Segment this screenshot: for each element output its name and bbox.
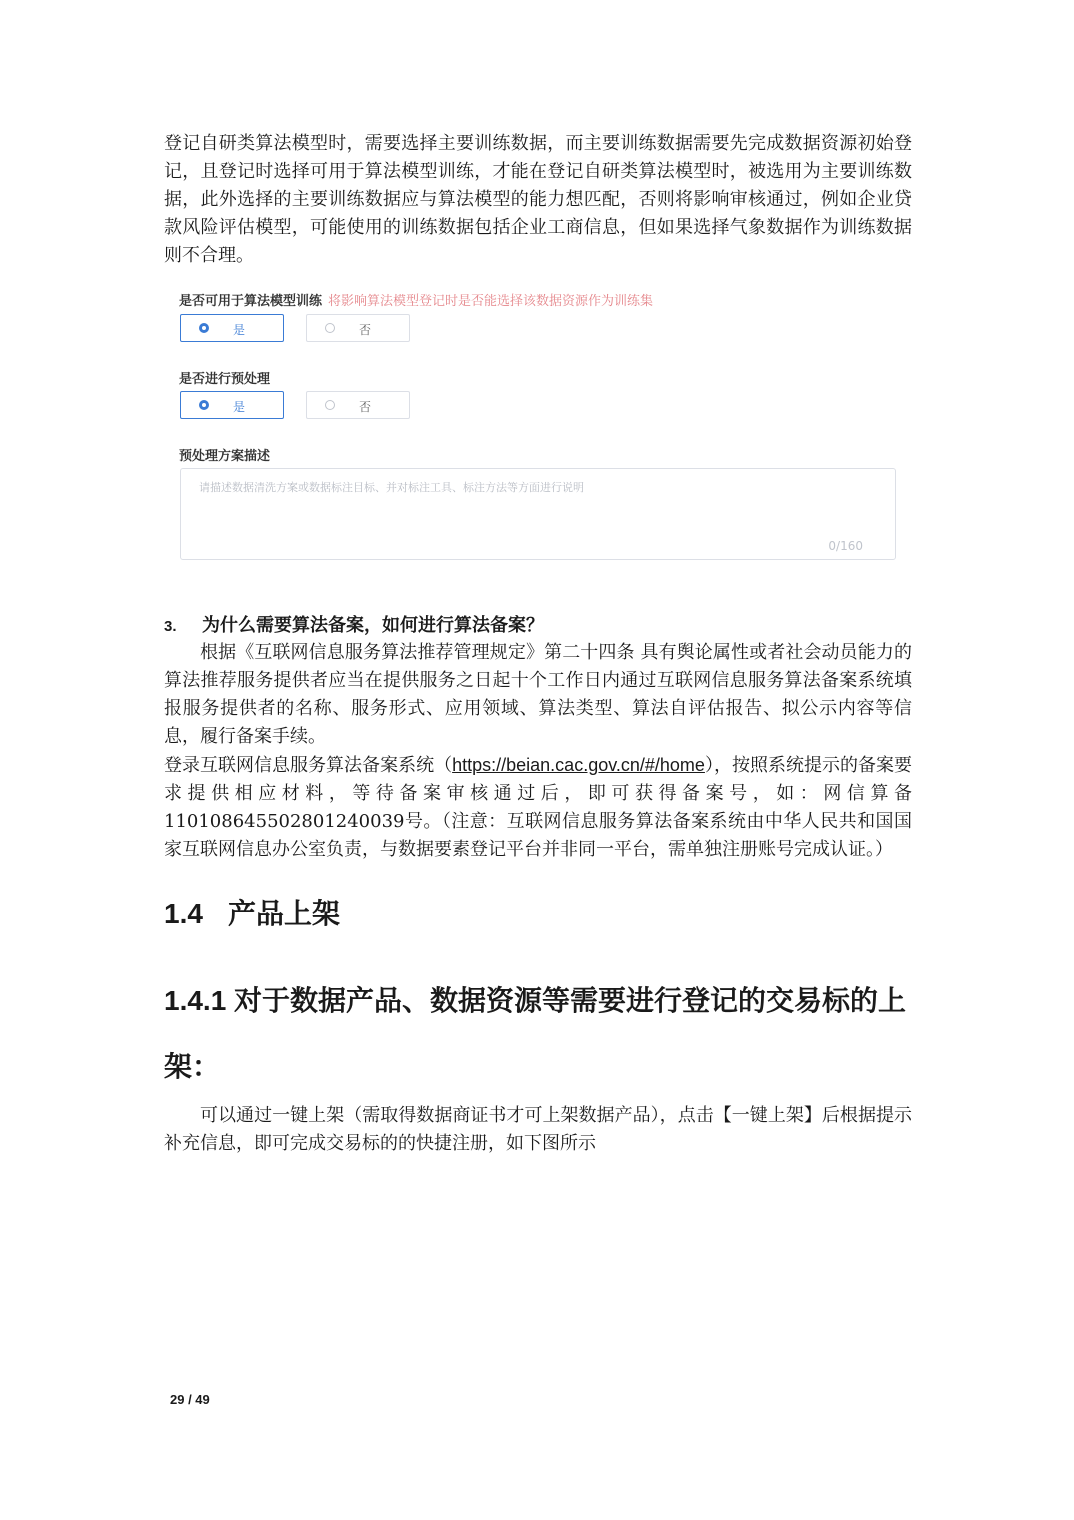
filing-system-paragraph xyxy=(164,751,912,864)
training-no-radio[interactable] xyxy=(306,314,410,342)
heading-1-4-1: 1.4.1 对于数据产品、数据资源等需要进行登记的交易标的上架： xyxy=(164,985,907,1082)
page-number: 29 / 49 xyxy=(170,1392,210,1407)
intro-paragraph: 登记自研类算法模型时，需要选择主要训练数据，而主要训练数据需要先完成数据资源初始登记，且登记时选择可用于算法模型训练，才能在登记自研类算法模型时，被选用为主要训练数据，此外选择的主要训练数据应与算法模型的能力想匹配，否则将影响审核通过，例如企业贷款风险评估模型，可能使用的训练数据包括企业工商信息，但如果选择气象数据作为训练数据则不合理。 xyxy=(164,133,912,266)
plan-textarea[interactable] xyxy=(180,468,896,560)
radio-unchecked-icon xyxy=(325,400,335,410)
training-hint: 将影响算法模型登记时是否能选择该数据资源作为训练集 xyxy=(328,294,654,309)
radio-unchecked-icon xyxy=(325,323,335,333)
training-field-label xyxy=(179,290,653,309)
radio-label: 否 xyxy=(359,400,372,414)
preprocess-field-label: 是否进行预处理 xyxy=(179,372,271,387)
plan-field-label: 预处理方案描述 xyxy=(179,449,271,464)
heading-title: 产品上架 xyxy=(228,898,341,929)
question-text: 为什么需要算法备案，如何进行算法备案？ xyxy=(202,615,544,636)
radio-checked-icon xyxy=(199,323,209,333)
plan-placeholder: 请描述数据清洗方案或数据标注目标、并对标注工具、标注方法等方面进行说明 xyxy=(199,481,584,494)
training-yes-radio[interactable] xyxy=(180,314,284,342)
form-screenshot xyxy=(176,288,900,564)
char-counter: 0/160 xyxy=(828,539,863,553)
radio-label: 是 xyxy=(233,323,246,337)
filing-text-after: ），按照系统提示的备案要求提供相应材料，等待备案审核通过后，即可获得备案号，如：网信算备110108645502801240039号。（注意：互联网信息服务算法备案系统由中华人民共和国国家互联网信息办公室负责，与数据要素登记平台并非同一平台，需单独注册账号完成认证。） xyxy=(164,755,913,860)
filing-text-before: 登录互联网信息服务算法备案系统（ xyxy=(164,755,453,776)
question-number: 3. xyxy=(164,618,177,635)
filing-system-link[interactable]: https://beian.cac.gov.cn/#/home xyxy=(452,755,705,775)
question-3 xyxy=(164,612,912,641)
radio-label: 是 xyxy=(233,400,246,414)
radio-checked-icon xyxy=(199,400,209,410)
heading-1-4 xyxy=(164,894,340,934)
listing-paragraph: 可以通过一键上架（需取得数据商证书才可上架数据产品），点击【一键上架】后根据提示补充信息，即可完成交易标的的快捷注册，如下图所示 xyxy=(164,1105,912,1154)
preprocess-no-radio[interactable] xyxy=(306,391,410,419)
algorithm-filing-paragraph: 根据《互联网信息服务算法推荐管理规定》第二十四条 具有舆论属性或者社会动员能力的算法推荐服务提供者应当在提供服务之日起十个工作日内通过互联网信息服务算法备案系统填报服务提供者的名称、服务形式、应用领域、算法类型、算法自评估报告、拟公示内容等信息，履行备案手续。 xyxy=(164,642,912,747)
heading-number: 1.4 xyxy=(164,898,203,929)
preprocess-yes-radio[interactable] xyxy=(180,391,284,419)
training-label-text: 是否可用于算法模型训练 xyxy=(179,294,323,309)
radio-label: 否 xyxy=(359,323,372,337)
